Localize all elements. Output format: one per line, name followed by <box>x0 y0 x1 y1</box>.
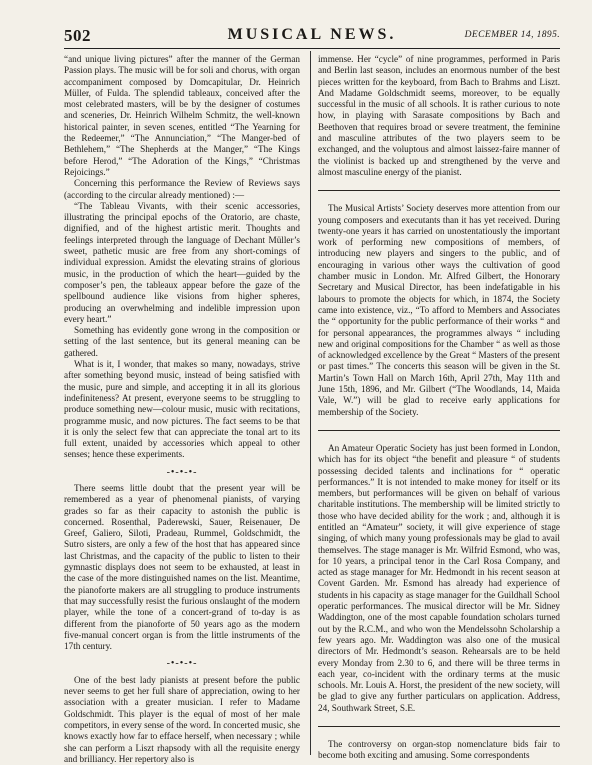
paragraph: The Musical Artists’ Society deserves more attention from our young composers and executants than it has yet received. During twenty-one years it has carried on unostentatiously the important work of performing new compositions of members, of introducing new players and singers to the public, and of encouraging in various other ways the cultivation of good chamber music in London. Mr. Alfred Gilbert, the Honorary Secretary and Musical Director, has been indefatigable in his labours to promote the objects for which, in 1874, the Society came into existence, viz., “To afford to Members and Associates the “ opportunity for the public performance of their works “ and for personal appearances, the programmes always “ including new and original compositions for the Chamber “ as well as those of acknowledged excellence by the Great “ Masters of the present or past times.” The concerts this season will be given in the St. Martin’s Town Hall on March 16th, April 27th, May 11th and June 15th, 1896, and Mr. Gilbert (“The Woodlands, 14, Maida Vale, W.”) will be glad to receive early applications for membership of the Society. <box>318 203 560 417</box>
section-rule <box>318 430 560 431</box>
paragraph: One of the best lady pianists at present before the public never seems to get her full share of appreciation, owing to her association with a greater musician. I refer to Madame Goldschmidt. This player is the equal of most of her male competitors, in every sense of the word. In concerted music, she knows exactly how far to efface herself, when necessary ; while she can perform a Liszt rhapsody with all the requisite energy and brilliancy. Her repertory also is <box>64 674 300 764</box>
section-rule <box>318 726 560 727</box>
paragraph: What is it, I wonder, that makes so many, nowadays, strive after something beyond music, instead of being satisfied with the music, pure and simple, and accepting it in all its glorious indefiniteness? At present, everyone seems to be struggling to produce something new—colour music, music with recitations, programme music, and now pictures. The fact seems to be that it is only the select few that can appreciate the tonal art to its full extent, unaided by accessories which appeal to other senses; hence these experiments. <box>64 359 300 460</box>
block-quote: “The Tableau Vivants, with their scenic accessories, illustrating the principal epochs of the Oratorio, are chaste, dignified, and of the highest artistic merit. Thoughts and feelings interpreted through the language of Dechant Müller’s sweet, pathetic music are free from any short-comings of individual expression. Amidst the elevating strains of glorious music, in the production of which the heart—guided by the composer’s pen, the tableaux appear before the gaze of the spellbound audience like visions from higher spheres, producing an overwhelming and indelible impression upon every heart.” <box>64 200 300 324</box>
paragraph: immense. Her “cycle” of nine programmes, performed in Paris and Berlin last season, includes an enormous number of the best pieces written for the keyboard, from Bach to Brahms and Liszt. And Madame Goldschmidt seems, moreover, to be equally successful in the music of all schools. It is rather curious to note how, in playing with Sarasate compositions by Bach and Beethoven that requires broad or severe treatment, the feminine and masculine attributes of the two players seem to be exchanged, and the voluptous and almost laissez-faire manner of the violinist is backed up and strengthened by the verve and almost masculine energy of the pianist. <box>318 54 560 177</box>
section-rule <box>318 190 560 191</box>
column-divider <box>310 51 311 755</box>
paragraph: Concerning this performance the Review of Reviews says (according to the circular already mentioned) :— <box>64 178 300 200</box>
paragraph: The controversy on organ-stop nomenclature bids fair to become both exciting and amusing. Some correspondents <box>318 739 560 761</box>
running-title: MUSICAL NEWS. <box>227 26 397 43</box>
paragraph: There seems little doubt that the present year will be remembered as a year of phenomenal pianists, of varying grades so far as their capacity to astonish the public is concerned. Rosenthal, Paderewski, Sauer, Reisenauer, De Greef, Galiero, Siloti, Pradeau, Rummel, Goldschmidt, the Sutro sisters, are only a few of the host that has appeared since last Christmas, and the capacity of the public to listen to their gymnastic displays does not seem to be exhausted, at least in the case of the more distinguished names on the list. Meantime, the pianoforte makers are all struggling to produce instruments that may successfully resist the furious onslaught of the modern player, while the tone of a concert-grand of to-day is as different from the pianoforte of 50 years ago as the modern five-manual concert organ is from the little instruments of the 17th century. <box>64 482 300 652</box>
paragraph: Something has evidently gone wrong in the composition or setting of the last sentence, but its general meaning can be gathered. <box>64 325 300 358</box>
page-number: 502 <box>64 26 91 45</box>
header-rule <box>64 48 560 49</box>
section-ornament: -•-•-•- <box>166 466 198 478</box>
paragraph: “and unique living pictures” after the manner of the German Passion plays. The music will be for soli and chorus, with organ accompaniment composed by Domcapitular, Dr. Heinrich Müller, of Fulda. The splendid tableaux, conceived after the most celebrated masters, will be by the designer of costumes and sceneries, Dr. Heinrich Wilhelm Schmitz, the well-known historical painter, in seven scenes, entitled “The Yearning for the Redeemer,” “The Annunciation,” “The Manger-bed of Bethlehem,” “The Shepherds at the Manger,” “The Kings before Herod,” “The Adoration of the Kings,” “Christmas Rejoicings.” <box>64 54 300 177</box>
page-header <box>64 24 560 46</box>
paragraph: An Amateur Operatic Society has just been formed in London, which has for its object “the benefit and pleasure “ of students possessing decided talents and inclinations for “ operatic performances.” It is not intended to make money for itself or its members, but performances will be given on behalf of various charitable institutions. The membership will be limited strictly to those who have decided ability for the work ; and, although it is entitled an “Amateur” society, it will give experience of stage singing, of which many young professionals may be glad to avail themselves. The stage manager is Mr. Wilfrid Esmond, who was, for 10 years, a principal tenor in the Carl Rosa Company, and acted as stage manager for Mr. Hedmondt in his recent season at Covent Garden. Mr. Esmond has already had experience of students in his capacity as stage manager for the Guildhall School operatic performances. The musical director will be Mr. Sidney Waddington, one of the most capable foundation scholars turned out by the R.C.M., and who won the Mendelssohn Scholarship a few years ago. Mr. Waddington was also one of the musical directors of Mr. Hedmondt’s season. Rehearsals are to be held every Monday from 2.30 to 6, and there will be three terms in each year, co-incident with the ordinary terms at the music schools. Mr. Louis A. Horst, the president of the new society, will be glad to give any further particulars on application. Address, 24, Southwark Street, S.E. <box>318 442 560 713</box>
issue-date: DECEMBER 14, 1895. <box>464 30 560 40</box>
section-ornament: -•-•-•- <box>166 658 198 670</box>
right-column <box>318 54 560 762</box>
left-column <box>64 54 300 765</box>
